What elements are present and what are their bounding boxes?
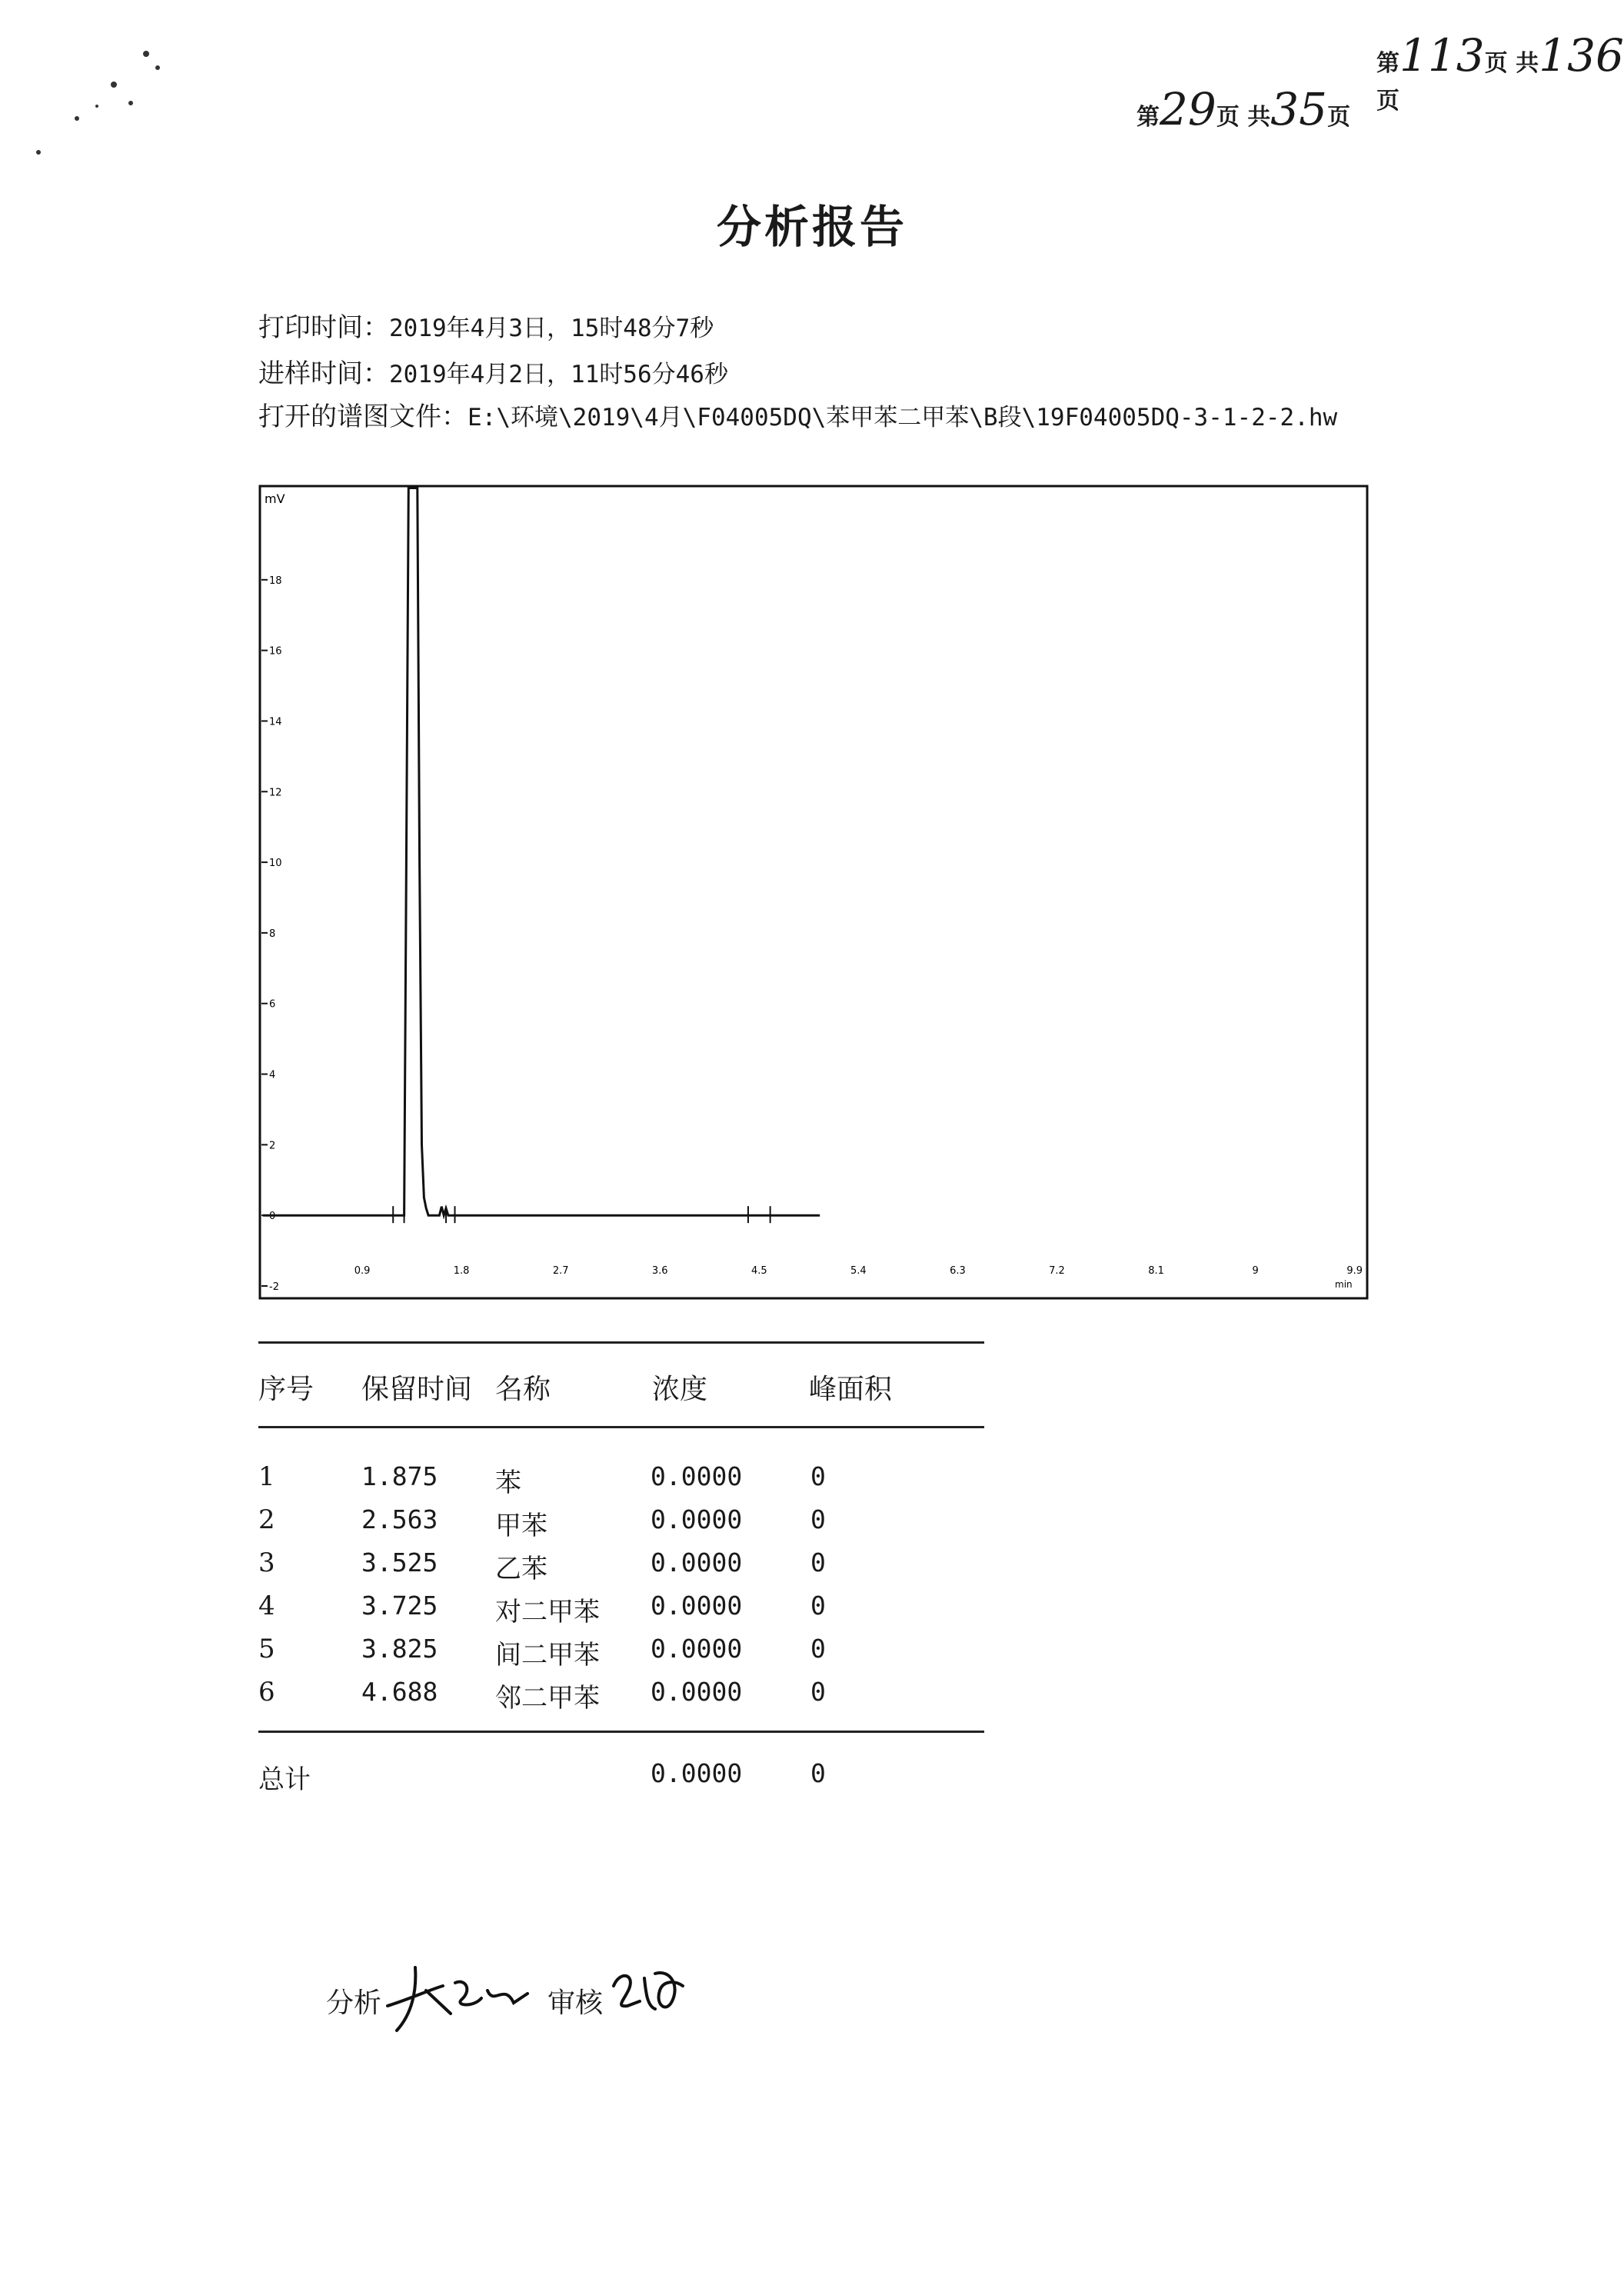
y-tick-label: 8 [269, 928, 276, 940]
handwritten-page-number: 113 [1399, 29, 1485, 82]
cell-name: 苯 [495, 1467, 521, 1498]
y-tick-label: 2 [269, 1140, 276, 1152]
x-tick-label: 7.2 [1049, 1265, 1065, 1277]
cell-name: 邻二甲苯 [495, 1683, 600, 1714]
x-tick-label: 6.3 [950, 1265, 966, 1277]
cell-name: 间二甲苯 [495, 1640, 600, 1671]
page-stamp-lower [1136, 83, 1350, 135]
stamp-prefix: 第 [1376, 50, 1399, 77]
cell-peak-area: 0 [810, 1591, 826, 1621]
cell-index: 5 [258, 1634, 275, 1664]
cell-peak-area: 0 [810, 1461, 826, 1491]
cell-index: 3 [258, 1547, 275, 1578]
cell-concentration: 0.0000 [651, 1677, 743, 1707]
cell-concentration: 0.0000 [651, 1634, 743, 1664]
x-tick-label: 5.4 [850, 1265, 867, 1277]
report-title: 分析报告 [716, 201, 907, 253]
file-path-value: E:\环境\2019\4月\F04005DQ\苯甲苯二甲苯\B段\19F04005DQ-3-1-2-2.hw [468, 404, 1338, 431]
y-tick-label: 4 [269, 1069, 276, 1081]
cell-index: 6 [258, 1677, 275, 1707]
inject-time-value: 2019年4月2日，11时56分46秒 [389, 361, 728, 388]
handwritten-total-pages: 136 [1539, 29, 1624, 82]
y-tick-label: 18 [269, 575, 282, 587]
y-tick-label: -2 [269, 1281, 279, 1293]
cell-name: 乙苯 [495, 1554, 547, 1584]
stamp-suffix: 页 [1376, 88, 1399, 115]
cell-index: 1 [258, 1461, 275, 1492]
file-path-label: 打开的谱图文件： [258, 401, 468, 432]
x-tick-label: 3.6 [651, 1265, 668, 1277]
cell-peak-area: 0 [810, 1547, 826, 1577]
y-ticks [261, 575, 282, 1293]
header-peak-area: 峰面积 [809, 1374, 893, 1405]
print-time-value: 2019年4月3日，15时48分7秒 [389, 315, 714, 342]
inject-time-label: 进样时间： [258, 358, 389, 389]
x-tick-label: 9.9 [1346, 1265, 1363, 1277]
print-time-label: 打印时间： [258, 312, 389, 343]
reviewer-label: 审核 [547, 1987, 604, 2019]
scan-specks [23, 38, 177, 162]
handwritten-total-pages: 35 [1270, 83, 1328, 135]
stamp-prefix: 第 [1136, 104, 1160, 131]
signal-trace [263, 488, 820, 1216]
cell-index: 4 [258, 1591, 275, 1621]
x-axis-label: min [1335, 1279, 1353, 1290]
analyst-label: 分析 [326, 1987, 382, 2019]
header-concentration: 浓度 [652, 1374, 708, 1405]
cell-retention-time: 3.725 [361, 1591, 438, 1621]
cell-name: 甲苯 [495, 1511, 547, 1541]
reviewer-signature [609, 1963, 694, 2024]
cell-retention-time: 3.825 [361, 1634, 438, 1664]
inject-time-line [258, 352, 728, 390]
table-top-rule [258, 1341, 984, 1344]
cell-peak-area: 0 [810, 1504, 826, 1534]
plot-area [263, 488, 820, 1224]
header-index: 序号 [258, 1374, 314, 1405]
cell-peak-area: 0 [810, 1634, 826, 1664]
cell-peak-area: 0 [810, 1677, 826, 1707]
table-bottom-rule [258, 1731, 984, 1733]
y-tick-label: 12 [269, 787, 282, 799]
x-tick-label: 9 [1252, 1265, 1259, 1277]
header-name: 名称 [495, 1374, 551, 1405]
file-path-line [258, 395, 1337, 433]
y-axis-label: mV [265, 491, 285, 506]
x-tick-label: 0.9 [354, 1265, 371, 1277]
y-tick-label: 6 [269, 998, 276, 1011]
x-tick-label: 8.1 [1148, 1265, 1164, 1277]
cell-retention-time: 2.563 [361, 1504, 438, 1534]
cell-concentration: 0.0000 [651, 1461, 743, 1491]
chromatogram-chart [258, 485, 1369, 1300]
cell-retention-time: 4.688 [361, 1677, 438, 1707]
handwritten-page-number: 29 [1160, 83, 1216, 135]
header-retention-time: 保留时间 [361, 1374, 473, 1405]
x-ticks [354, 1265, 1363, 1277]
cell-concentration: 0.0000 [651, 1504, 743, 1534]
x-tick-label: 2.7 [552, 1265, 569, 1277]
cell-retention-time: 3.525 [361, 1547, 438, 1577]
total-concentration: 0.0000 [651, 1758, 743, 1788]
stamp-mid: 页 共 [1484, 50, 1539, 77]
total-peak-area: 0 [810, 1758, 826, 1788]
cell-name: 对二甲苯 [495, 1597, 600, 1627]
x-tick-label: 4.5 [750, 1265, 767, 1277]
chart-frame [260, 486, 1367, 1298]
analyst-signature [381, 1960, 535, 2037]
cell-concentration: 0.0000 [651, 1547, 743, 1577]
table-header-rule [258, 1426, 984, 1428]
print-time-line [258, 306, 714, 344]
y-tick-label: 16 [269, 645, 282, 658]
y-tick-label: 0 [269, 1211, 276, 1223]
stamp-mid: 页 共 [1216, 104, 1271, 131]
cell-index: 2 [258, 1504, 275, 1535]
y-tick-label: 10 [269, 858, 282, 870]
cell-concentration: 0.0000 [651, 1591, 743, 1621]
x-tick-label: 1.8 [453, 1265, 470, 1277]
y-tick-label: 14 [269, 716, 282, 728]
stamp-suffix: 页 [1327, 104, 1351, 131]
page-stamp-upper [1376, 29, 1624, 115]
cell-retention-time: 1.875 [361, 1461, 438, 1491]
total-label: 总计 [258, 1764, 311, 1795]
